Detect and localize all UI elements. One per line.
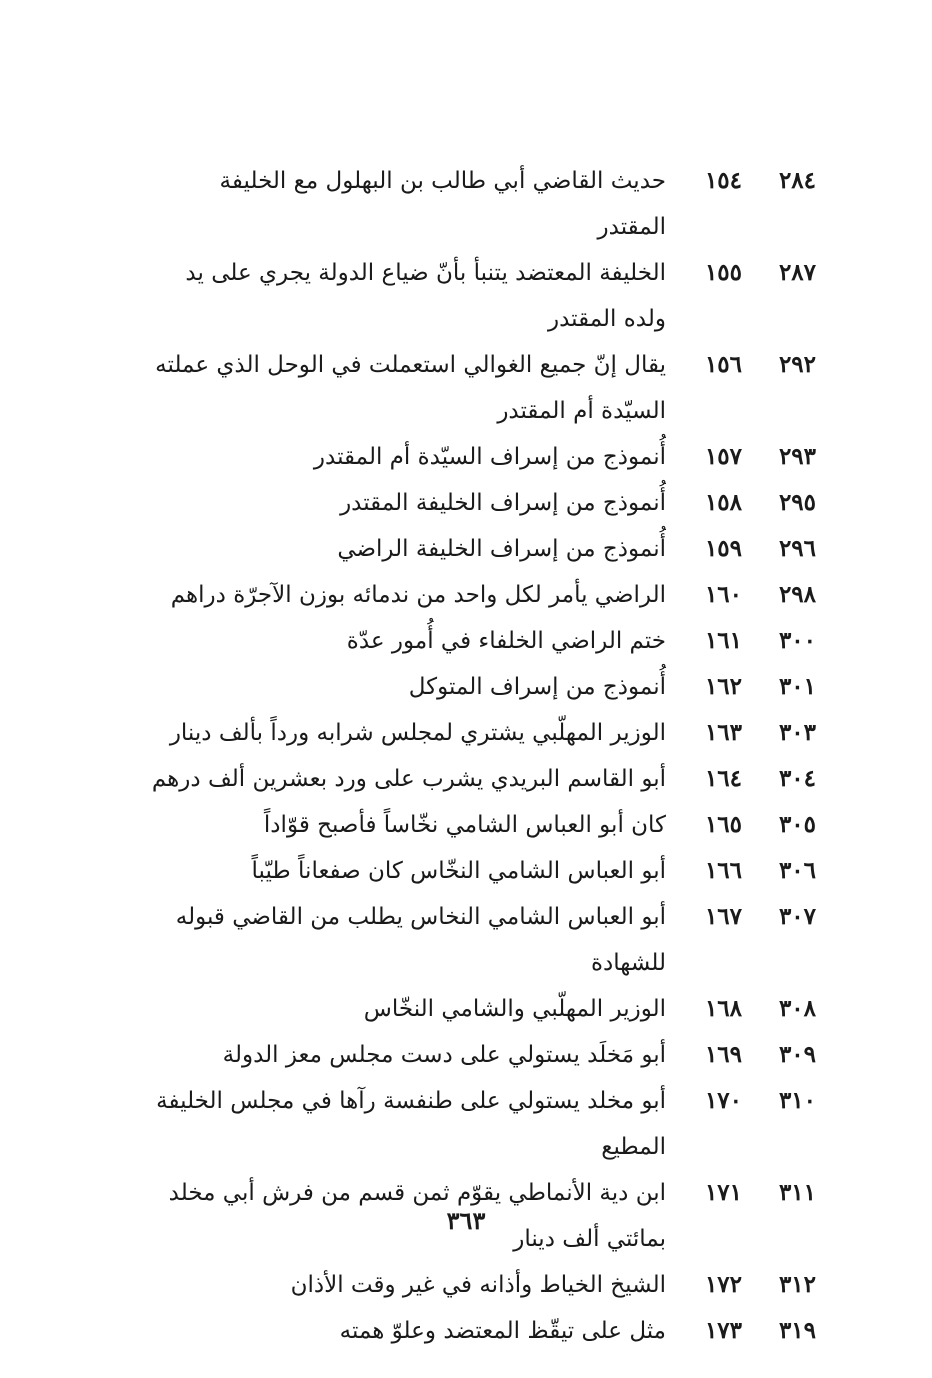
entry-number: ١٥٥ xyxy=(704,259,742,286)
page-number: ٢٨٤ xyxy=(778,167,816,194)
page-number: ٣٠٩ xyxy=(778,1041,816,1068)
entry-number: ١٧٢ xyxy=(704,1271,742,1298)
toc-entry xyxy=(150,1032,830,1078)
entry-title: أُنموذج من إسراف الخليفة المقتدر xyxy=(340,490,666,516)
entry-title: الوزير المهلّبي والشامي النخّاس xyxy=(363,996,666,1022)
toc-entry xyxy=(150,480,830,526)
entry-number: ١٥٨ xyxy=(704,489,742,516)
entry-title: الراضي يأمر لكل واحد من ندمائه بوزن الآجرّة دراهم xyxy=(170,582,666,608)
toc-entry xyxy=(150,848,830,894)
toc-entry xyxy=(150,710,830,756)
entry-title: الخليفة المعتضد يتنبأ بأنّ ضياع الدولة يجري على يد ولده المقتدر xyxy=(185,260,666,332)
entry-title: الوزير المهلّبي يشتري لمجلس شرابه ورداً بألف دينار xyxy=(169,720,666,746)
toc-entry xyxy=(150,618,830,664)
toc-entry xyxy=(150,986,830,1032)
page-number: ٣١٠ xyxy=(778,1087,816,1114)
entry-title: كان أبو العباس الشامي نخّاساً فأصبح قوّاداً xyxy=(263,812,666,838)
entry-number: ١٦٩ xyxy=(704,1041,742,1068)
entry-number: ١٦٤ xyxy=(704,765,742,792)
page-number: ٢٨٧ xyxy=(778,259,816,286)
entry-title: أُنموذج من إسراف المتوكل xyxy=(408,674,666,700)
entry-title: مثل على تيقّظ المعتضد وعلوّ همته xyxy=(339,1318,666,1344)
toc-entry xyxy=(150,894,830,986)
entry-title: أبو العباس الشامي النخاس يطلب من القاضي قبوله للشهادة xyxy=(175,904,666,976)
entry-number: ١٦٦ xyxy=(704,857,742,884)
entry-number: ١٧٠ xyxy=(704,1087,742,1114)
page-number: ٣٠٠ xyxy=(778,627,816,654)
entry-title: أُنموذج من إسراف السيّدة أم المقتدر xyxy=(313,444,666,470)
entry-number: ١٦١ xyxy=(704,627,742,654)
page-number: ٣٠٨ xyxy=(778,995,816,1022)
page-number: ٢٩٢ xyxy=(778,351,816,378)
page-number: ٣١١ xyxy=(778,1179,816,1206)
page-number: ٢٩٣ xyxy=(778,443,816,470)
entry-title: أبو العباس الشامي النخّاس كان صفعاناً طيّباً xyxy=(251,858,666,884)
table-of-contents xyxy=(150,158,830,1354)
toc-entry xyxy=(150,1308,830,1354)
entry-title: أبو القاسم البريدي يشرب على ورد بعشرين ألف درهم xyxy=(151,766,666,792)
page-number: ٣٠٦ xyxy=(778,857,816,884)
toc-entry xyxy=(150,526,830,572)
page-number: ٣٠٣ xyxy=(778,719,816,746)
entry-number: ١٦٣ xyxy=(704,719,742,746)
page-number: ٣٠٤ xyxy=(778,765,816,792)
page-number: ٣١٩ xyxy=(778,1317,816,1344)
entry-title: الشيخ الخياط وأذانه في غير وقت الأذان xyxy=(290,1272,666,1298)
entry-number: ١٧٣ xyxy=(704,1317,742,1344)
entry-number: ١٧١ xyxy=(704,1179,742,1206)
entry-number: ١٥٦ xyxy=(704,351,742,378)
entry-title: أُنموذج من إسراف الخليفة الراضي xyxy=(337,536,666,562)
toc-entry xyxy=(150,342,830,434)
page-number: ٣٠٥ xyxy=(778,811,816,838)
entry-title: يقال إنّ جميع الغوالي استعملت في الوحل الذي عملته السيّدة أم المقتدر xyxy=(155,352,666,424)
entry-title: حديث القاضي أبي طالب بن البهلول مع الخليفة المقتدر xyxy=(219,168,666,240)
page-number: ٢٩٦ xyxy=(778,535,816,562)
entry-number: ١٥٤ xyxy=(704,167,742,194)
toc-entry xyxy=(150,1262,830,1308)
page-number: ٢٩٨ xyxy=(778,581,816,608)
entry-title: أبو مَخلَد يستولي على دست مجلس معز الدولة xyxy=(222,1042,666,1068)
page-number: ٣٠١ xyxy=(778,673,816,700)
entry-title: ختم الراضي الخلفاء في أُمور عدّة xyxy=(346,628,666,654)
toc-entry xyxy=(150,572,830,618)
page-folio-number: ٣٦٣ xyxy=(446,1206,486,1235)
entry-number: ١٥٩ xyxy=(704,535,742,562)
toc-entry xyxy=(150,250,830,342)
page-number: ٣٠٧ xyxy=(778,903,816,930)
entry-title: ابن دية الأنماطي يقوّم ثمن قسم من فرش أبي مخلد بمائتي ألف دينار xyxy=(168,1180,666,1252)
toc-entry xyxy=(150,664,830,710)
entry-number: ١٥٧ xyxy=(704,443,742,470)
toc-entry xyxy=(150,1078,830,1170)
toc-entry xyxy=(150,158,830,250)
toc-entry xyxy=(150,434,830,480)
page-number: ٢٩٥ xyxy=(778,489,816,516)
entry-number: ١٦٠ xyxy=(704,581,742,608)
entry-number: ١٦٥ xyxy=(704,811,742,838)
toc-entry xyxy=(150,756,830,802)
entry-number: ١٦٨ xyxy=(704,995,742,1022)
entry-number: ١٦٢ xyxy=(704,673,742,700)
page-number: ٣١٢ xyxy=(778,1271,816,1298)
entry-title: أبو مخلد يستولي على طنفسة رآها في مجلس الخليفة المطيع xyxy=(156,1088,666,1160)
entry-number: ١٦٧ xyxy=(704,903,742,930)
toc-entry xyxy=(150,802,830,848)
